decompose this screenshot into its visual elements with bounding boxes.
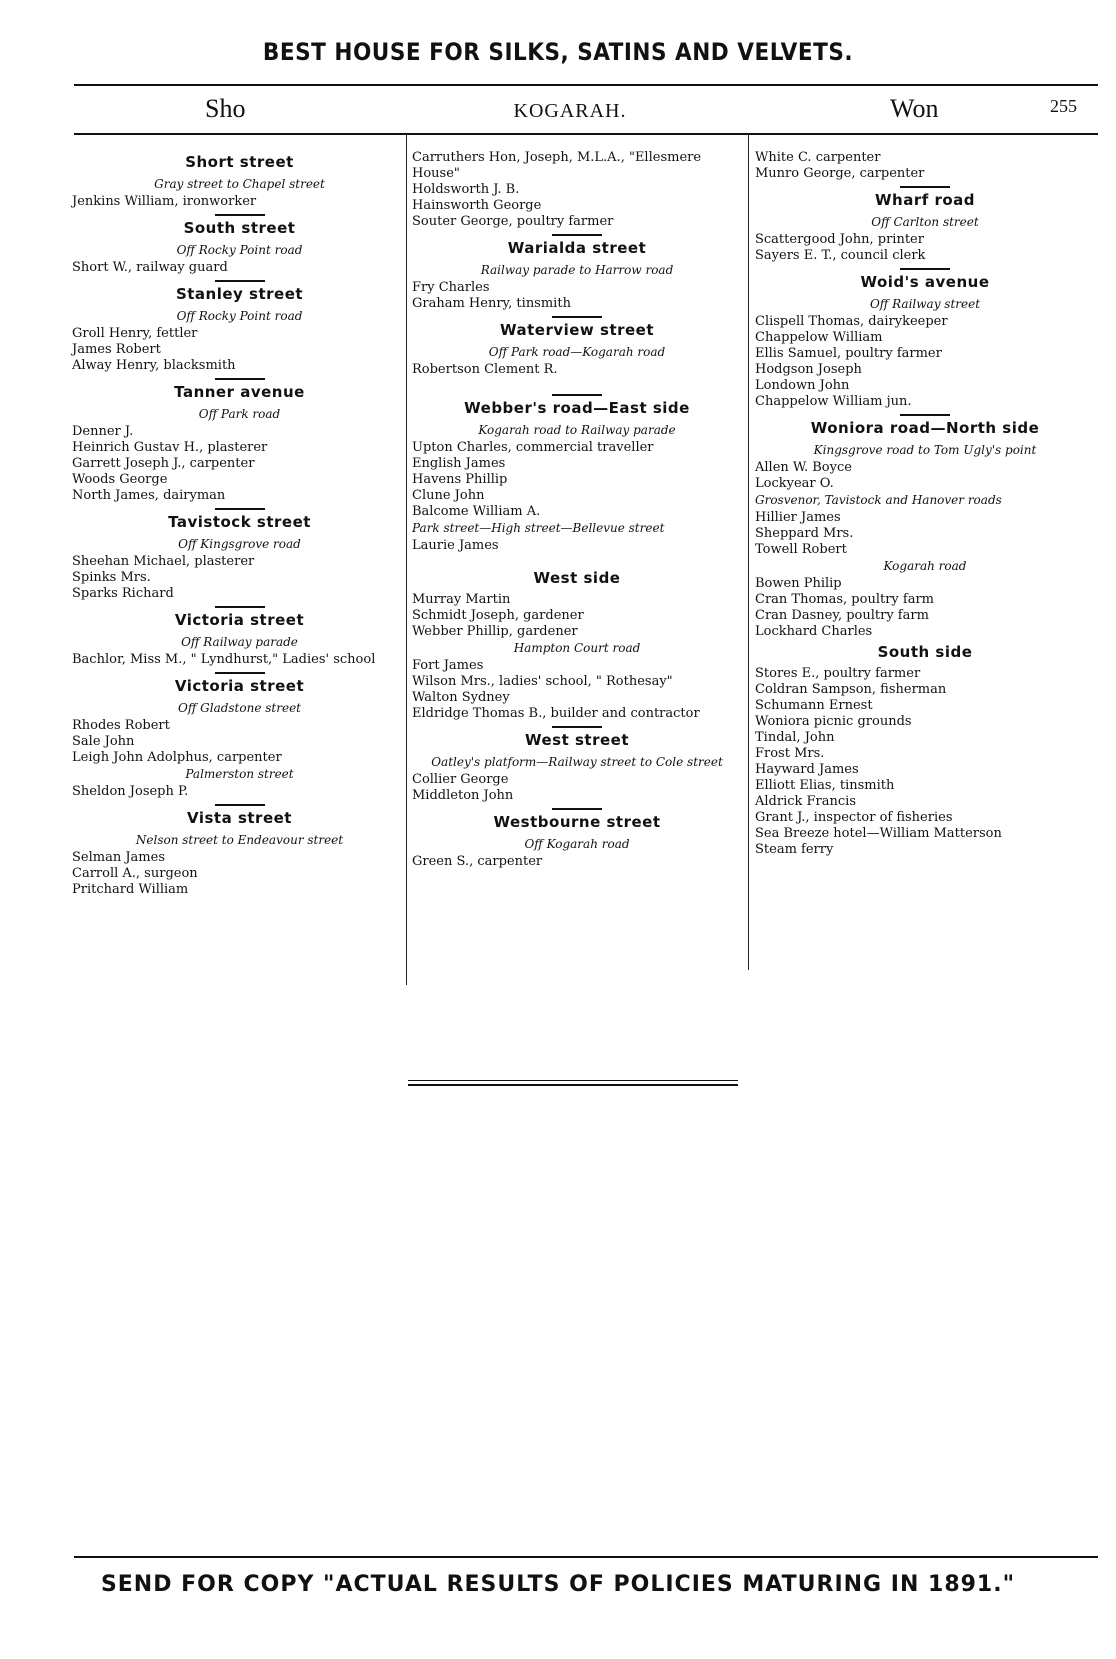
directory-entry: Frost Mrs. xyxy=(755,746,825,761)
directory-entry: Steam ferry xyxy=(755,842,834,857)
directory-entry: Ellis Samuel, poultry farmer xyxy=(755,346,942,361)
right-guide-word: Won xyxy=(890,94,939,123)
street-subheading: Grosvenor, Tavistock and Hanover roads xyxy=(755,493,1002,507)
street-heading: Vista street xyxy=(187,809,292,827)
directory-entry: Aldrick Francis xyxy=(755,794,856,809)
directory-entry: Carruthers Hon, Joseph, M.L.A., "Ellesmere House" xyxy=(412,150,702,181)
column-2 xyxy=(412,150,742,870)
directory-entry: Carroll A., surgeon xyxy=(72,866,198,881)
street-heading: Tavistock street xyxy=(168,513,311,531)
directory-entry: Chappelow William xyxy=(755,330,883,345)
directory-entry: Schmidt Joseph, gardener xyxy=(412,608,584,623)
section-rule xyxy=(552,394,602,396)
directory-entry: Murray Martin xyxy=(412,592,511,607)
street-heading: Short street xyxy=(185,153,294,171)
section-rule xyxy=(215,804,265,806)
directory-entry: Tindal, John xyxy=(755,730,835,745)
street-heading: Tanner avenue xyxy=(174,383,305,401)
page-number: 255 xyxy=(1050,96,1077,116)
section-rule xyxy=(215,508,265,510)
street-block xyxy=(755,644,1095,858)
street-subheading: Off Rocky Point road xyxy=(176,243,303,257)
street-subheading: Off Rocky Point road xyxy=(176,309,303,323)
street-block xyxy=(755,420,1095,640)
section-rule xyxy=(552,316,602,318)
street-heading: Stanley street xyxy=(175,285,304,303)
street-block xyxy=(412,732,742,804)
column-1 xyxy=(72,150,407,898)
directory-entry: Woniora picnic grounds xyxy=(755,714,912,729)
footer-rule xyxy=(74,1556,1098,1558)
directory-entry: Sea Breeze hotel—William Matterson xyxy=(755,826,1002,841)
directory-entry: Elliott Elias, tinsmith xyxy=(755,778,895,793)
directory-entry: Lockhard Charles xyxy=(755,624,873,639)
street-subheading: Nelson street to Endeavour street xyxy=(135,833,344,847)
directory-entry: Lockyear O. xyxy=(755,476,834,491)
street-block xyxy=(412,400,742,554)
directory-entry: Leigh John Adolphus, carpenter xyxy=(72,750,282,765)
section-rule xyxy=(900,268,950,270)
street-heading: Victoria street xyxy=(174,677,305,695)
section-rule xyxy=(215,214,265,216)
end-of-page-rule xyxy=(408,1080,738,1086)
directory-entry: Sayers E. T., council clerk xyxy=(755,248,926,263)
street-subheading: Off Park road—Kogarah road xyxy=(488,345,666,359)
section-rule xyxy=(215,672,265,674)
street-block xyxy=(412,570,742,722)
street-heading: Westbourne street xyxy=(493,813,661,831)
street-heading: Wharf road xyxy=(874,191,976,209)
street-subheading: Oatley's platform—Railway street to Cole street xyxy=(431,755,723,769)
directory-entry: Eldridge Thomas B., builder and contractor xyxy=(412,706,700,721)
street-block xyxy=(72,384,407,504)
header-top-rule xyxy=(74,84,1098,86)
street-subheading: Off Carlton street xyxy=(871,215,979,229)
directory-entry: Holdsworth J. B. xyxy=(412,182,520,197)
section-rule xyxy=(900,186,950,188)
directory-entry: Souter George, poultry farmer xyxy=(412,214,614,229)
directory-entry: Short W., railway guard xyxy=(72,260,228,275)
directory-entry: Havens Phillip xyxy=(412,472,508,487)
street-block xyxy=(72,286,407,374)
directory-entry: Hodgson Joseph xyxy=(755,362,862,377)
directory-entry: Towell Robert xyxy=(755,542,847,557)
directory-entry: Allen W. Boyce xyxy=(755,460,852,475)
street-heading: South side xyxy=(877,643,973,661)
directory-entry: Jenkins William, ironworker xyxy=(72,194,257,209)
directory-entry: Clispell Thomas, dairykeeper xyxy=(755,314,948,329)
section-rule xyxy=(215,378,265,380)
directory-entry: Green S., carpenter xyxy=(412,854,543,869)
directory-entry: Rhodes Robert xyxy=(72,718,170,733)
street-subheading: Hampton Court road xyxy=(513,641,641,655)
street-subheading: Kingsgrove road to Tom Ugly's point xyxy=(813,443,1037,457)
directory-entry: Stores E., poultry farmer xyxy=(755,666,921,681)
street-subheading: Off Kingsgrove road xyxy=(178,537,301,551)
street-heading: Woniora road—North side xyxy=(810,419,1040,437)
directory-entry: Clune John xyxy=(412,488,485,503)
directory-entry: White C. carpenter xyxy=(755,150,881,165)
continued-entries xyxy=(755,150,1095,182)
section-rule xyxy=(552,234,602,236)
street-heading: Woid's avenue xyxy=(860,273,990,291)
street-subheading: Off Gladstone street xyxy=(177,701,301,715)
street-subheading: Railway parade to Harrow road xyxy=(480,263,674,277)
street-heading: Victoria street xyxy=(174,611,305,629)
directory-entry: Webber Phillip, gardener xyxy=(412,624,578,639)
directory-entry: English James xyxy=(412,456,506,471)
directory-entry: Cran Dasney, poultry farm xyxy=(755,608,929,623)
directory-entry: Chappelow William jun. xyxy=(755,394,912,409)
directory-entry: Laurie James xyxy=(412,538,499,553)
street-subheading: Off Park road xyxy=(198,407,281,421)
directory-entry: Cran Thomas, poultry farm xyxy=(755,592,934,607)
directory-entry: Groll Henry, fettler xyxy=(72,326,198,341)
directory-entry: Sheldon Joseph P. xyxy=(72,784,189,799)
section-rule xyxy=(215,606,265,608)
directory-entry: Robertson Clement R. xyxy=(412,362,558,377)
street-block xyxy=(72,612,407,668)
directory-entry: Hillier James xyxy=(755,510,841,525)
street-block xyxy=(72,678,407,800)
street-heading: Waterview street xyxy=(499,321,655,339)
section-rule xyxy=(900,414,950,416)
street-heading: Warialda street xyxy=(507,239,647,257)
directory-entry: Upton Charles, commercial traveller xyxy=(412,440,654,455)
street-block xyxy=(72,514,407,602)
section-rule xyxy=(552,726,602,728)
directory-entry: Sale John xyxy=(72,734,135,749)
street-block xyxy=(412,322,742,378)
header-bottom-rule xyxy=(74,133,1098,135)
directory-entry: Denner J. xyxy=(72,424,134,439)
street-subheading: Park street—High street—Bellevue street xyxy=(412,521,665,535)
directory-entry: Sheppard Mrs. xyxy=(755,526,854,541)
directory-entry: Hainsworth George xyxy=(412,198,542,213)
directory-entry: Wilson Mrs., ladies' school, " Rothesay" xyxy=(412,674,673,689)
street-heading: South street xyxy=(183,219,296,237)
directory-entry: Munro George, carpenter xyxy=(755,166,925,181)
directory-entry: Fry Charles xyxy=(412,280,490,295)
directory-entry: Woods George xyxy=(72,472,168,487)
section-rule xyxy=(552,808,602,810)
directory-entry: Balcome William A. xyxy=(412,504,541,519)
page-title: KOGARAH. xyxy=(513,100,627,122)
directory-entry: Garrett Joseph J., carpenter xyxy=(72,456,255,471)
street-heading: Webber's road—East side xyxy=(464,399,690,417)
directory-entry: Selman James xyxy=(72,850,165,865)
directory-entry: Walton Sydney xyxy=(412,690,510,705)
street-subheading: Gray street to Chapel street xyxy=(154,177,325,191)
street-heading: West street xyxy=(524,731,630,749)
directory-entry: Alway Henry, blacksmith xyxy=(72,358,236,373)
directory-entry: Fort James xyxy=(412,658,484,673)
directory-entry: James Robert xyxy=(72,342,161,357)
directory-entry: Middleton John xyxy=(412,788,514,803)
street-block xyxy=(412,240,742,312)
directory-entry: Bachlor, Miss M., " Lyndhurst," Ladies' school xyxy=(72,652,376,667)
directory-entry: Scattergood John, printer xyxy=(755,232,924,247)
directory-entry: Grant J., inspector of fisheries xyxy=(755,810,953,825)
directory-entry: Hayward James xyxy=(755,762,859,777)
street-block xyxy=(755,192,1095,264)
directory-entry: Pritchard William xyxy=(72,882,189,897)
street-subheading: Off Railway street xyxy=(869,297,981,311)
street-block xyxy=(72,810,407,898)
street-subheading: Off Kogarah road xyxy=(524,837,630,851)
column-divider-2 xyxy=(748,135,749,970)
directory-entry: Schumann Ernest xyxy=(755,698,873,713)
street-block xyxy=(72,154,407,210)
directory-entry: Sparks Richard xyxy=(72,586,174,601)
directory-entry: Bowen Philip xyxy=(755,576,842,591)
advertisement-banner: BEST HOUSE FOR SILKS, SATINS AND VELVETS. xyxy=(262,38,854,66)
street-block xyxy=(72,220,407,276)
left-guide-word: Sho xyxy=(205,94,246,123)
directory-entry: North James, dairyman xyxy=(72,488,226,503)
directory-entry: Graham Henry, tinsmith xyxy=(412,296,571,311)
directory-entry: Spinks Mrs. xyxy=(72,570,151,585)
column-3 xyxy=(755,150,1095,858)
directory-entry: Coldran Sampson, fisherman xyxy=(755,682,947,697)
street-subheading: Kogarah road to Railway parade xyxy=(478,423,676,437)
directory-entry: Londown John xyxy=(755,378,850,393)
street-subheading: Off Railway parade xyxy=(181,635,298,649)
street-block xyxy=(755,274,1095,410)
street-heading: West side xyxy=(533,569,621,587)
directory-entry: Heinrich Gustav H., plasterer xyxy=(72,440,268,455)
continued-entries xyxy=(412,150,742,230)
section-rule xyxy=(215,280,265,282)
footer-advertisement: SEND FOR COPY "ACTUAL RESULTS OF POLICIES MATURING IN 1891." xyxy=(100,1572,1016,1597)
street-subheading: Palmerston street xyxy=(185,767,294,781)
street-block xyxy=(412,814,742,870)
street-subheading: Kogarah road xyxy=(883,559,967,573)
directory-entry: Sheehan Michael, plasterer xyxy=(72,554,255,569)
directory-entry: Collier George xyxy=(412,772,509,787)
